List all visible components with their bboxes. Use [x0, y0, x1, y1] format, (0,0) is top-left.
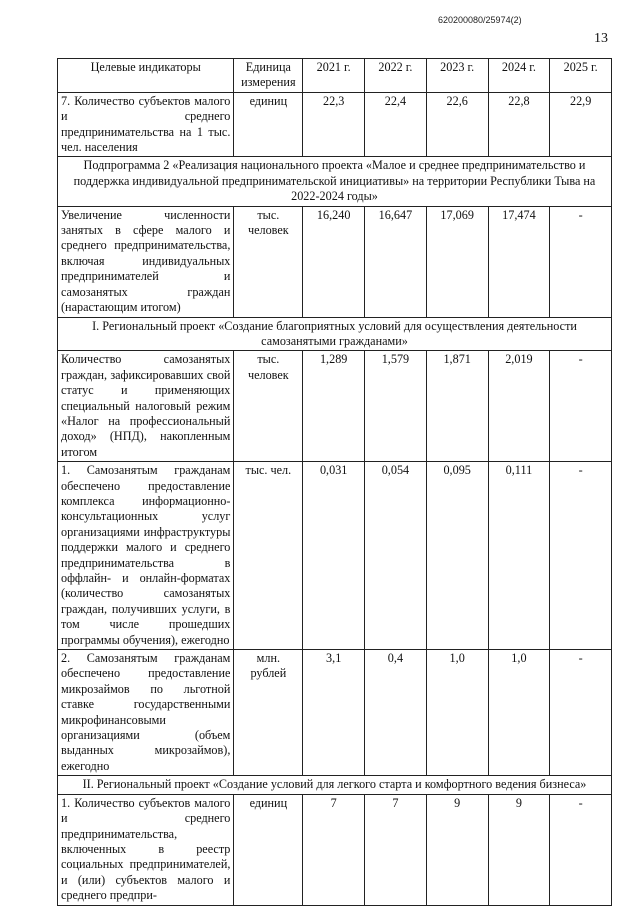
indicators-table	[57, 58, 612, 906]
header-indicator: Целевые индикаторы	[58, 59, 234, 93]
indicator-unit: тыс. человек	[234, 206, 303, 317]
indicator-value: -	[550, 794, 612, 905]
indicator-name: 7. Количество субъектов малого и среднего предпринимательства на 1 тыс. чел. населения	[58, 92, 234, 157]
table-header-row	[58, 59, 612, 93]
indicator-value: -	[550, 462, 612, 650]
section-heading: Подпрограмма 2 «Реализация национального проекта «Малое и среднее предпринимательство и поддержка индивидуальной предпринимательской инициативы» на территории Республики Тыва на 2022-2024 годы»	[58, 157, 612, 206]
header-year: 2022 г.	[365, 59, 427, 93]
indicator-name: 2. Самозанятым гражданам обеспечено предоставление микрозаймов по льготной ставке государственными микрофинансовыми организациями (объем выданных микрозаймов), ежегодно	[58, 650, 234, 776]
indicator-name: 1. Самозанятым гражданам обеспечено предоставление комплекса информационно-консультационных услуг организациями инфраструктуры поддержки малого и среднего предпринимательства в оффлайн- и онлайн-форматах (количество самозанятых граждан, получивших услуги, в том числе прошедших программы обучения), ежегодно	[58, 462, 234, 650]
table-row	[58, 794, 612, 905]
indicator-value: 22,3	[303, 92, 365, 157]
indicator-value: -	[550, 206, 612, 317]
indicator-value: 0,054	[365, 462, 427, 650]
table-row	[58, 92, 612, 157]
indicator-value: -	[550, 650, 612, 776]
indicator-value: 9	[426, 794, 488, 905]
indicator-value: 17,474	[488, 206, 550, 317]
indicator-value: 9	[488, 794, 550, 905]
table-row	[58, 650, 612, 776]
indicator-value: 1,0	[426, 650, 488, 776]
indicator-value: 22,9	[550, 92, 612, 157]
indicator-value: 7	[365, 794, 427, 905]
indicator-value: 1,0	[488, 650, 550, 776]
table-row	[58, 351, 612, 462]
indicator-value: 2,019	[488, 351, 550, 462]
section-row	[58, 317, 612, 351]
table-row	[58, 206, 612, 317]
indicator-value: 22,6	[426, 92, 488, 157]
indicator-unit: единиц	[234, 92, 303, 157]
header-year: 2024 г.	[488, 59, 550, 93]
indicator-value: 22,4	[365, 92, 427, 157]
indicator-unit: млн. рублей	[234, 650, 303, 776]
page-number: 13	[594, 31, 608, 46]
indicator-value: 16,647	[365, 206, 427, 317]
indicator-name: 1. Количество субъектов малого и среднего предпринимательства, включенных в реестр социальных предпринимателей, и (или) субъектов малого и среднего предпри-	[58, 794, 234, 905]
header-year: 2023 г.	[426, 59, 488, 93]
indicator-value: -	[550, 351, 612, 462]
indicator-value: 16,240	[303, 206, 365, 317]
indicator-value: 17,069	[426, 206, 488, 317]
indicator-name: Количество самозанятых граждан, зафиксировавших свой статус и применяющих специальный налоговый режим «Налог на профессиональный доход» (НПД), накопленным итогом	[58, 351, 234, 462]
indicator-value: 7	[303, 794, 365, 905]
document-id: 620200080/25974(2)	[438, 15, 522, 25]
indicator-value: 3,1	[303, 650, 365, 776]
indicator-value: 1,289	[303, 351, 365, 462]
indicator-name: Увеличение численности занятых в сфере малого и среднего предпринимательства, включая индивидуальных предпринимателей и самозанятых граждан (нарастающим итогом)	[58, 206, 234, 317]
indicator-value: 1,579	[365, 351, 427, 462]
indicator-unit: тыс. чел.	[234, 462, 303, 650]
indicator-unit: тыс. человек	[234, 351, 303, 462]
indicator-value: 0,095	[426, 462, 488, 650]
header-year: 2021 г.	[303, 59, 365, 93]
header-unit: Единица измерения	[234, 59, 303, 93]
table-row	[58, 462, 612, 650]
indicator-unit: единиц	[234, 794, 303, 905]
section-row	[58, 776, 612, 794]
section-row	[58, 157, 612, 206]
indicator-value: 22,8	[488, 92, 550, 157]
header-year: 2025 г.	[550, 59, 612, 93]
indicator-value: 0,4	[365, 650, 427, 776]
section-heading: II. Региональный проект «Создание условий для легкого старта и комфортного ведения бизнеса»	[58, 776, 612, 794]
indicator-value: 0,111	[488, 462, 550, 650]
section-heading: I. Региональный проект «Создание благоприятных условий для осуществления деятельности самозанятыми гражданами»	[58, 317, 612, 351]
indicator-value: 1,871	[426, 351, 488, 462]
indicator-value: 0,031	[303, 462, 365, 650]
